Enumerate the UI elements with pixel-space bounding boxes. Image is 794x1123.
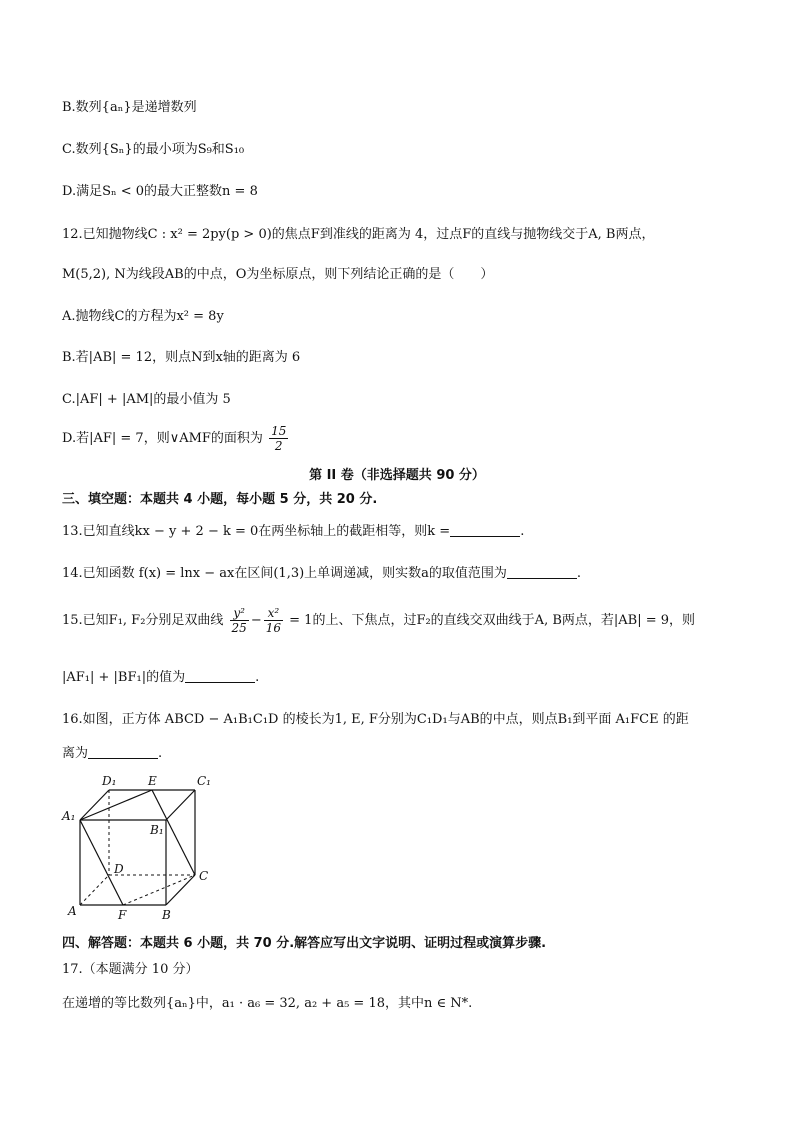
q13-period: . — [520, 524, 525, 539]
q15-minus: − — [250, 613, 262, 628]
q12-option-d-text: D.若|AF| = 7，则∨AMF的面积为 — [62, 431, 263, 446]
edge-a1-d1 — [80, 790, 109, 820]
q11-option-b: B.数列{aₙ}是递增数列 — [62, 100, 197, 115]
label-f: F — [118, 908, 127, 922]
q12-option-d — [62, 424, 290, 453]
q15-text-pre: 15.已知F₁, F₂分别足双曲线 — [62, 613, 224, 628]
q13-text: 13.已知直线kx − y + 2 − k = 0在两坐标轴上的截距相等，则k = — [62, 524, 451, 539]
q14-period: . — [576, 566, 582, 581]
q12-option-d-fraction — [269, 424, 288, 453]
q11-option-c: C.数列{Sₙ}的最小项为S₉和S₁₀ — [62, 142, 245, 157]
q12-option-c: C.|AF| + |AM|的最小值为 5 — [62, 392, 231, 407]
section3-title: 三、填空题：本题共 4 小题，每小题 5 分，共 20 分. — [62, 492, 378, 507]
fraction-denominator: 16 — [265, 621, 282, 635]
q15-line1 — [62, 606, 695, 635]
q12-option-a: A.抛物线C的方程为x² = 8y — [62, 309, 224, 324]
q17-title: 17.（本题满分 10 分） — [62, 962, 199, 977]
q16-line2 — [62, 744, 162, 764]
q17-stem: 在递增的等比数列{aₙ}中，a₁ · a₆ = 32, a₂ + a₅ = 18，其中n ∈ N*. — [62, 996, 473, 1011]
section4-title: 四、解答题：本题共 6 小题，共 70 分.解答应写出文字说明、证明过程或演算步骤. — [62, 936, 547, 951]
q15-fraction-x — [264, 606, 283, 635]
q15-fraction-y — [230, 606, 249, 635]
fraction-numerator: x² — [264, 606, 283, 621]
fraction-numerator: 15 — [271, 424, 287, 438]
label-b1: B₁ — [150, 823, 164, 837]
fraction-numerator: y² — [230, 606, 249, 621]
q12-option-b: B.若|AB| = 12，则点N到x轴的距离为 6 — [62, 350, 301, 365]
segment-a1-e — [80, 790, 152, 820]
label-c: C — [199, 869, 209, 883]
q15-line2 — [62, 668, 259, 688]
q16-line1: 16.如图，正方体 ABCD − A₁B₁C₁D 的棱长为1, E, F分别为C₁D₁与AB的中点，则点B₁到平面 A₁FCE 的距 — [62, 712, 689, 727]
q16-period: . — [158, 746, 163, 761]
q14-answer-blank[interactable] — [507, 564, 577, 579]
fraction-denominator: 25 — [231, 621, 247, 635]
q16-line2-text: 离为 — [62, 746, 89, 761]
q14-text: 14.已知函数 f(x) = lnx − ax在区间(1,3)上单调递减，则实数a的取值范围为 — [62, 566, 507, 581]
q15-answer-blank[interactable] — [185, 668, 255, 683]
q11-option-d: D.满足Sₙ < 0的最大正整数n = 8 — [62, 184, 258, 199]
q12-stem-line1: 12.已知抛物线C : x² = 2py(p > 0)的焦点F到准线的距离为 4，过点F的直线与抛物线交于A, B两点， — [62, 227, 655, 242]
q13 — [62, 522, 524, 542]
q15-line2-text: |AF₁| + |BF₁|的值为 — [62, 670, 186, 685]
label-c1: C₁ — [197, 774, 211, 788]
part2-title: 第 II 卷（非选择题共 90 分） — [309, 468, 485, 483]
label-e: E — [148, 774, 157, 788]
hidden-edge-a-d — [80, 875, 109, 905]
q15-period: . — [255, 670, 260, 685]
edge-b-c — [166, 875, 195, 905]
q16-answer-blank[interactable] — [88, 744, 158, 759]
label-a: A — [68, 904, 77, 918]
hidden-segment-f-c — [123, 875, 195, 905]
q15-text-mid: = 1的上、下焦点，过F₂的直线交双曲线于A, B两点，若|AB| = 9，则 — [289, 613, 696, 628]
fraction-denominator: 2 — [274, 439, 283, 453]
q12-stem-line2: M(5,2), N为线段AB的中点，O为坐标原点，则下列结论正确的是（ ） — [62, 267, 494, 282]
label-d1: D₁ — [102, 774, 117, 788]
edge-b1-c1 — [166, 790, 195, 820]
cube-figure — [60, 770, 230, 925]
label-d: D — [114, 862, 124, 876]
label-a1: A₁ — [62, 809, 76, 823]
q14 — [62, 564, 581, 584]
label-b: B — [162, 908, 171, 922]
q13-answer-blank[interactable] — [450, 522, 520, 537]
